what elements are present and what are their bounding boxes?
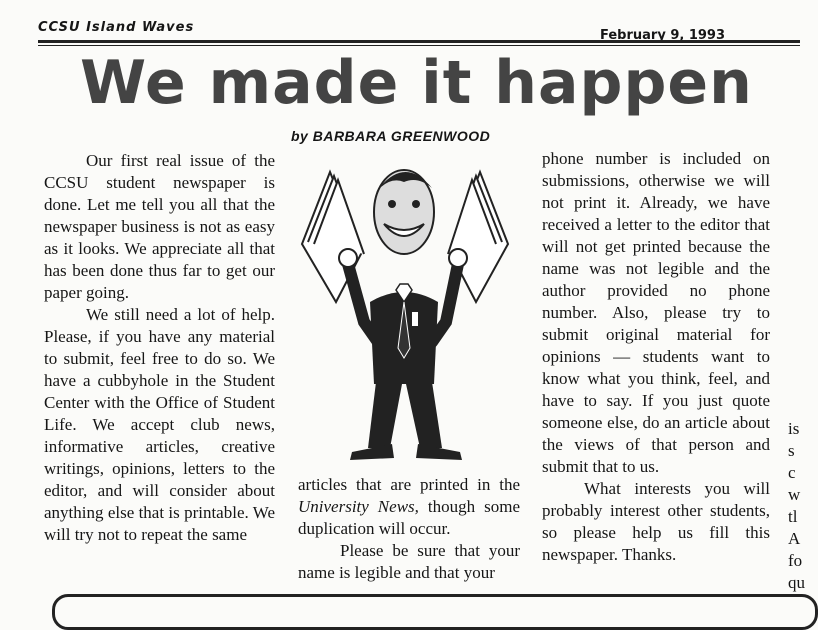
column-1 [44,150,275,546]
byline: by BARBARA GREENWOOD [291,128,491,144]
headline: We made it happen [80,48,753,118]
fragment-line: s [788,441,795,460]
fragment-line: tl [788,507,798,526]
paragraph: Our first real issue of the CCSU student newspaper is done. Let me tell you all that the newspaper business is not as easy as it looks. We appreciate all that has been done thus far to get our paper going. [44,151,275,302]
paragraph [298,474,520,540]
fragment-line: qu [788,573,805,592]
text-run: though some duplication will occur. [298,497,521,538]
fragment-line: is [788,419,800,438]
issue-date: February 9, 1993 [600,28,726,43]
paragraph: We still need a lot of help. Please, if you have any material to submit, feel free to do so. We have a cubbyhole in the Student Center with the Office of Student Life. We accept club news, informative articles, creative writings, opinions, letters to the editor, and will consider about anything else that is printable. We will try not to repeat the same [44,305,275,544]
masthead: CCSU Island Waves [38,20,195,35]
column-2 [298,474,520,584]
paragraph: phone number is included on submissions, otherwise we will not print it. Already, we have received a letter to the editor that will not get printed because the name was not legible and the author provided no phone number. Also, please try to submit original material for opinions — students want to know what you think, feel, and have to say. If you just quote someone else, do an article about the views of that person and submit that to us. [542,149,770,476]
cartoon-man-with-papers-illustration [300,152,510,468]
text-run: articles that are printed in the [298,475,520,494]
paragraph: Please be sure that your name is legible and that your [298,541,520,582]
fragment-line: c [788,463,796,482]
bottom-box-border [52,594,818,630]
column-3 [542,148,770,566]
header-rule [38,40,800,46]
fragment-line: A [788,529,801,548]
adjacent-article-fragment [788,418,805,594]
fragment-line: fo [788,551,803,570]
paragraph: What interests you will probably interest other students, so please help us fill this newspaper. Thanks. [542,479,770,564]
publication-name: University News, [298,497,419,516]
fragment-line: w [788,485,801,504]
